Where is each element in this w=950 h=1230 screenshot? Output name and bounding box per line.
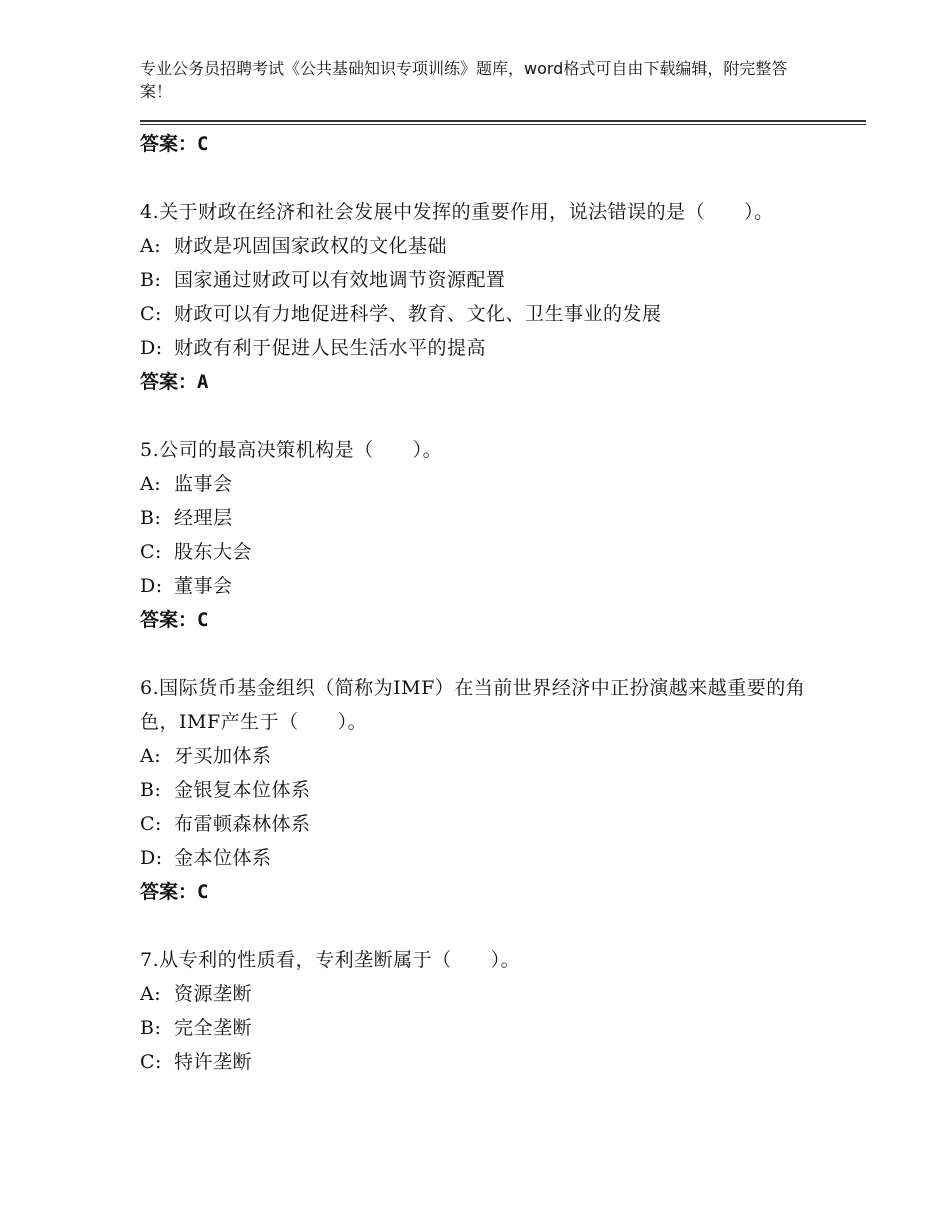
answer-line: [140, 365, 830, 399]
question-block: [140, 433, 830, 637]
question-block: [140, 671, 830, 909]
answer-value: C: [197, 881, 209, 903]
option-key: D:: [140, 337, 163, 359]
option-a: [140, 977, 830, 1011]
option-b: [140, 501, 830, 535]
option-key: C:: [140, 541, 162, 563]
option-c: [140, 297, 830, 331]
answer-prefix: 答案：: [140, 881, 198, 903]
option-text: 财政可以有力地促进科学、教育、文化、卫生事业的发展: [174, 303, 662, 325]
answer-prefix: 答案：: [140, 609, 198, 631]
option-key: A:: [140, 983, 162, 1005]
option-text: 布雷顿森林体系: [174, 813, 311, 835]
header-divider-thin: [140, 124, 866, 125]
question-stem: 6.国际货币基金组织（简称为IMF）在当前世界经济中正扮演越来越重要的角色，IMF产生于（ ）。: [140, 677, 806, 733]
option-key: D:: [140, 847, 163, 869]
option-key: B:: [140, 779, 162, 801]
option-text: 监事会: [174, 473, 233, 495]
question-block: [140, 943, 830, 1079]
option-d: [140, 331, 830, 365]
option-c: [140, 1045, 830, 1079]
option-text: 金银复本位体系: [174, 779, 311, 801]
option-b: [140, 263, 830, 297]
document-header: 专业公务员招聘考试《公共基础知识专项训练》题库，word格式可自由下载编辑，附完整答案！: [140, 59, 788, 101]
answer-value: C: [197, 609, 209, 631]
option-a: [140, 739, 830, 773]
option-text: 财政是巩固国家政权的文化基础: [174, 235, 448, 257]
option-key: B:: [140, 1017, 162, 1039]
option-text: 经理层: [174, 507, 233, 529]
question-stem: 5.公司的最高决策机构是（ ）。: [140, 439, 443, 461]
option-text: 国家通过财政可以有效地调节资源配置: [174, 269, 506, 291]
question-stem: 4.关于财政在经济和社会发展中发挥的重要作用，说法错误的是（ ）。: [140, 201, 774, 223]
option-key: D:: [140, 575, 163, 597]
option-d: [140, 569, 830, 603]
answer-prefix: 答案：: [140, 371, 198, 393]
option-b: [140, 773, 830, 807]
option-text: 董事会: [174, 575, 233, 597]
option-text: 完全垄断: [174, 1017, 253, 1039]
option-text: 特许垄断: [174, 1051, 253, 1073]
option-key: A:: [140, 473, 162, 495]
option-key: C:: [140, 1051, 162, 1073]
question-block: [140, 195, 830, 399]
question-stem: 7.从专利的性质看，专利垄断属于（ ）。: [140, 949, 521, 971]
option-b: [140, 1011, 830, 1045]
answer-prefix: 答案：: [140, 133, 198, 155]
answer-value: A: [197, 371, 209, 393]
answer-line: [140, 127, 830, 161]
option-text: 资源垄断: [174, 983, 253, 1005]
option-a: [140, 467, 830, 501]
option-text: 财政有利于促进人民生活水平的提高: [174, 337, 487, 359]
question-list: [140, 127, 830, 1079]
option-text: 股东大会: [174, 541, 253, 563]
option-d: [140, 841, 830, 875]
answer-value: C: [197, 133, 209, 155]
header-divider-thick: [140, 120, 866, 122]
option-text: 金本位体系: [174, 847, 272, 869]
option-a: [140, 229, 830, 263]
option-c: [140, 807, 830, 841]
option-key: A:: [140, 745, 162, 767]
option-key: B:: [140, 507, 162, 529]
option-key: B:: [140, 269, 162, 291]
option-text: 牙买加体系: [174, 745, 272, 767]
answer-line: [140, 875, 830, 909]
option-c: [140, 535, 830, 569]
option-key: C:: [140, 813, 162, 835]
option-key: A:: [140, 235, 162, 257]
answer-line: [140, 603, 830, 637]
option-key: C:: [140, 303, 162, 325]
